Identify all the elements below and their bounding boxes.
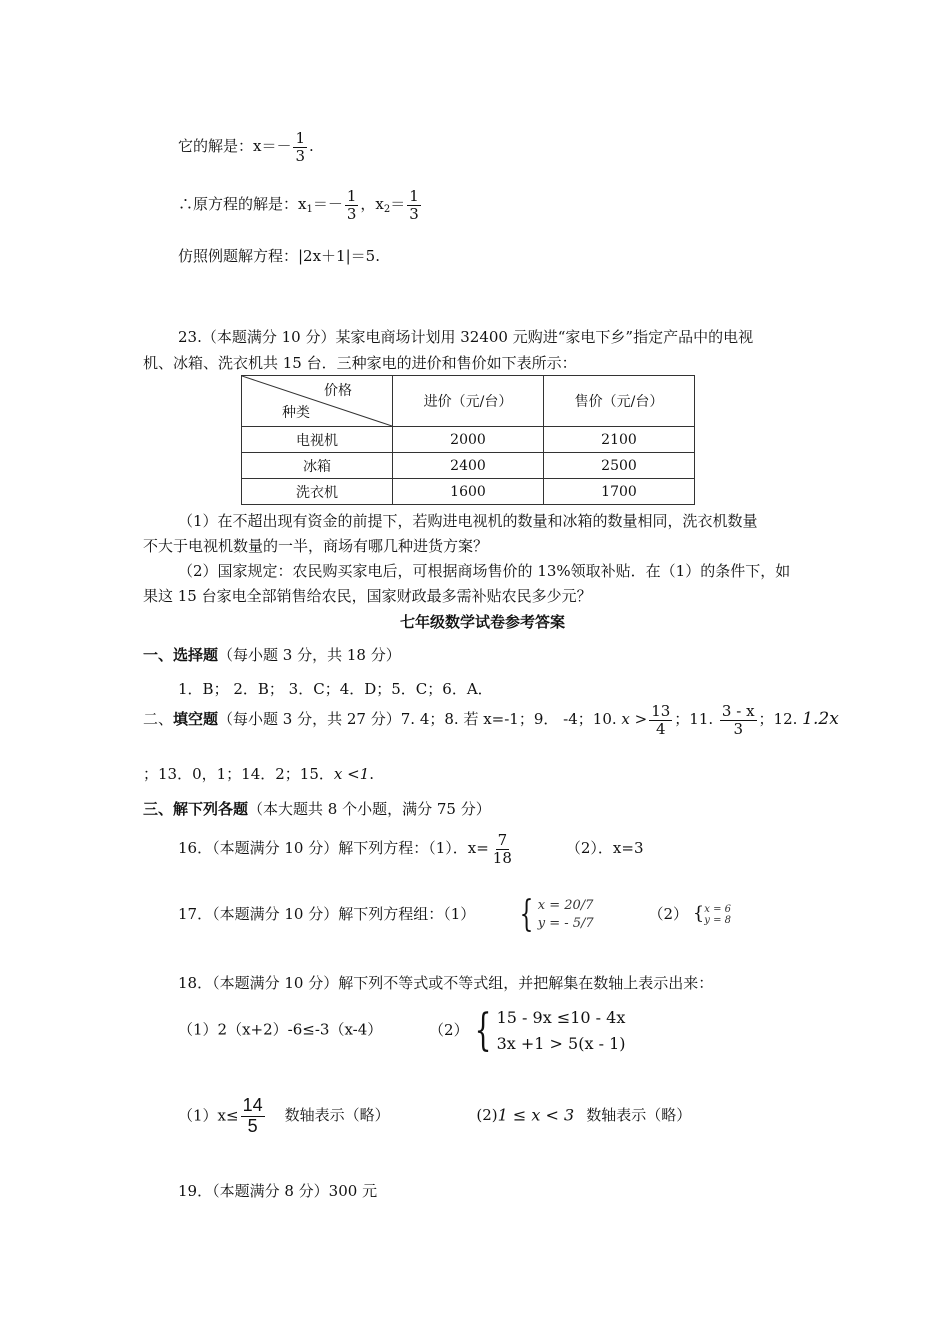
- equation-system-2: x = 6 y = 8: [704, 904, 731, 927]
- fraction: $\frac{7}{18}$: [492, 831, 512, 867]
- q16-answer: 16．（本题满分 10 分）解下列方程：（1）．x= $\frac{7}{18}$ （2）．x=3: [178, 831, 644, 867]
- table-row: [242, 453, 695, 479]
- section1-answers: 1．B； 2．B； 3．C；4．D；5．C；6．A．: [178, 680, 493, 698]
- header-kind-label: 种类: [282, 405, 310, 421]
- equation-system-1: x = 20/7 y = - 5/7: [537, 898, 594, 932]
- row-sell: 2100: [544, 427, 695, 453]
- section2-line-1: 二、填空题（每小题 3 分，共 27 分）7. 4；8. 若 x=-1；9． -4；10. x > $\frac{13}{4}$ ；11. $\frac{3 - x}{3}$ ；12. 1.2x: [143, 702, 839, 738]
- left-brace: {: [519, 894, 534, 936]
- row-buy: 2000: [393, 427, 544, 453]
- q23-part2-line-1: （2）国家规定：农民购买家电后，可根据商场售价的 13%领取补贴．在（1）的条件下，如: [178, 562, 791, 580]
- example-solution-line: 它的解是：x＝－ $\frac{1}{3}$ .: [178, 129, 314, 165]
- table-header-row: [242, 376, 695, 427]
- table-row: [242, 479, 695, 505]
- fraction: $\frac{13}{4}$: [651, 702, 671, 738]
- fraction: $\frac{1}{3}$: [409, 187, 419, 223]
- left-brace: {: [474, 1004, 491, 1056]
- row-sell: 2500: [544, 453, 695, 479]
- imitate-instruction: 仿照例题解方程：|2x＋1|＝5.: [178, 247, 380, 265]
- fraction: $\frac{14}{5}$: [242, 1095, 263, 1136]
- row-name: 电视机: [242, 427, 393, 453]
- header-buy-price: 进价（元/台）: [393, 376, 544, 427]
- fraction: $\frac{1}{3}$: [295, 129, 306, 165]
- q23-intro-line-2: 机、冰箱、洗衣机共 15 台．三种家电的进价和售价如下表所示：: [143, 354, 577, 372]
- row-sell: 1700: [544, 479, 695, 505]
- row-name: 冰箱: [242, 453, 393, 479]
- q19-answer: 19．（本题满分 8 分）300 元: [178, 1182, 378, 1200]
- original-equation-solution-line: ∴原方程的解是：$x_1=-$ $\frac{1}{3}$ ，$x_2=$ $\frac{1}{3}$: [178, 187, 419, 223]
- section1-heading: 一、选择题（每小题 3 分，共 18 分）: [143, 646, 401, 664]
- row-name: 洗衣机: [242, 479, 393, 505]
- header-sell-price: 售价（元/台）: [544, 376, 695, 427]
- q18-question: 18．（本题满分 10 分）解下列不等式或不等式组，并把解集在数轴上表示出来：: [178, 974, 714, 992]
- q23-intro-line-1: 23.（本题满分 10 分）某家电商场计划用 32400 元购进“家电下乡”指定产品中的电视: [178, 328, 754, 346]
- example-solution-prefix: 它的解是：x＝－: [178, 137, 292, 155]
- fraction: $\frac{1}{3}$: [346, 187, 357, 223]
- diagonal-line: [242, 376, 392, 426]
- q23-part1-line-1: （1）在不超出现有资金的前提下，若购进电视机的数量和冰箱的数量相同，洗衣机数量: [178, 512, 758, 530]
- q18-problems: （1）2（x+2）-6≤-3（x-4） （2） { 15 - 9x ≤10 - 4x 3x +1 > 5(x - 1): [178, 1004, 626, 1056]
- left-brace: {: [692, 903, 705, 925]
- price-table: [241, 375, 695, 505]
- diagonal-header-cell: [242, 376, 393, 427]
- inequality-system: 15 - 9x ≤10 - 4x 3x +1 > 5(x - 1): [496, 1008, 626, 1053]
- q23-part1-line-2: 不大于电视机数量的一半，商场有哪几种进货方案？: [143, 537, 489, 555]
- fraction: $\frac{3 - x}{3}$: [721, 702, 755, 738]
- row-buy: 1600: [393, 479, 544, 505]
- q17-answer: 17．（本题满分 10 分）解下列方程组：（1） { x = 20/7 y = - 5/7 （2） { x = 6 y = 8: [178, 894, 731, 936]
- answers-title: 七年级数学试卷参考答案: [400, 613, 566, 631]
- header-price-label: 价格: [324, 383, 352, 399]
- section2-line-2: ；13．0，1；14．2；15．x <1.: [143, 765, 375, 783]
- q23-part2-line-2: 果这 15 台家电全部销售给农民，国家财政最多需补贴农民多少元？: [143, 587, 592, 605]
- table-row: [242, 427, 695, 453]
- q18-answers: （1）x≤ $\frac{14}{5}$ 数轴表示（略） (2)1 ≤ x < 3 数轴表示（略）: [178, 1095, 692, 1136]
- row-buy: 2400: [393, 453, 544, 479]
- section3-heading: 三、解下列各题（本大题共 8 个小题，满分 75 分）: [143, 800, 491, 818]
